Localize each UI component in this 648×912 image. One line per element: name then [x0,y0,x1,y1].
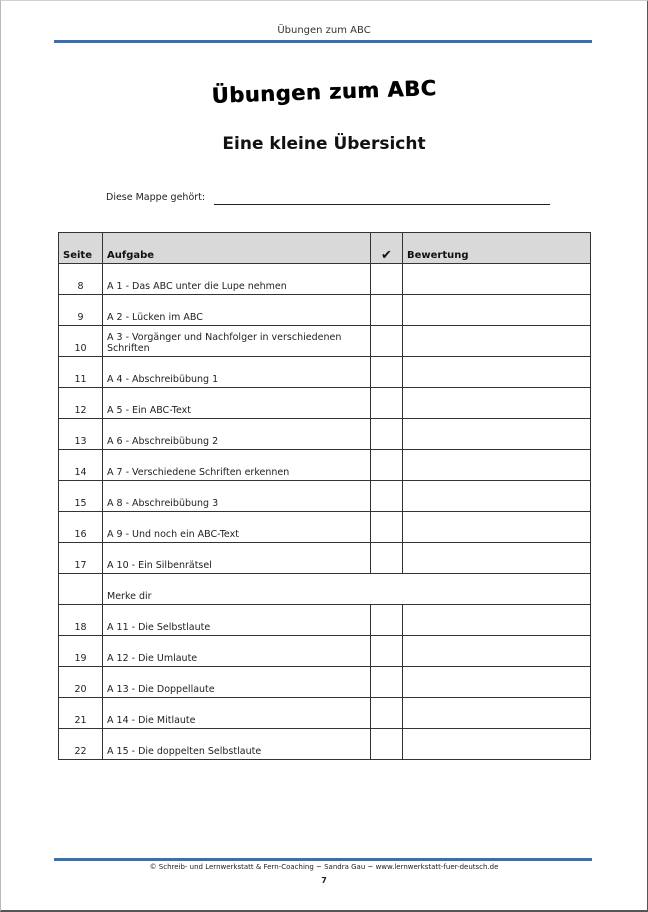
row-task: A 5 - Ein ABC-Text [103,388,371,419]
row-task: A 14 - Die Mitlaute [103,698,371,729]
row-rating-cell[interactable] [403,264,591,295]
running-header: Übungen zum ABC [277,25,371,36]
row-page: 20 [59,667,103,698]
row-page: 15 [59,481,103,512]
row-task: A 15 - Die doppelten Selbstlaute [103,729,371,760]
note-page-cell [59,574,103,605]
row-rating-cell[interactable] [403,512,591,543]
row-rating-cell[interactable] [403,419,591,450]
table-row [59,636,591,667]
row-page: 10 [59,326,103,357]
row-page: 16 [59,512,103,543]
owner-label: Diese Mappe gehört: [106,192,206,203]
row-page: 8 [59,264,103,295]
row-check-cell[interactable] [371,450,403,481]
page-number: 7 [321,876,327,885]
row-page: 12 [59,388,103,419]
row-rating-cell[interactable] [403,729,591,760]
row-check-cell[interactable] [371,388,403,419]
main-title: Übungen zum ABC [211,76,437,108]
row-check-cell[interactable] [371,357,403,388]
table-row [59,357,591,388]
row-check-cell[interactable] [371,729,403,760]
row-page: 11 [59,357,103,388]
row-page: 14 [59,450,103,481]
row-check-cell[interactable] [371,605,403,636]
header-page: Seite [59,233,103,264]
table-row [59,388,591,419]
table-row [59,543,591,574]
row-page: 19 [59,636,103,667]
row-rating-cell[interactable] [403,667,591,698]
row-rating-cell[interactable] [403,636,591,667]
row-task: A 11 - Die Selbstlaute [103,605,371,636]
row-task: A 8 - Abschreibübung 3 [103,481,371,512]
row-page: 17 [59,543,103,574]
row-check-cell[interactable] [371,698,403,729]
owner-row [106,192,550,208]
row-rating-cell[interactable] [403,450,591,481]
row-task: A 4 - Abschreibübung 1 [103,357,371,388]
header-check: ✔ [371,233,403,264]
row-check-cell[interactable] [371,481,403,512]
table-row [59,698,591,729]
table-header-row [59,233,591,264]
owner-write-line [214,204,550,205]
row-check-cell[interactable] [371,667,403,698]
row-rating-cell[interactable] [403,295,591,326]
row-check-cell[interactable] [371,326,403,357]
row-task: A 2 - Lücken im ABC [103,295,371,326]
row-check-cell[interactable] [371,264,403,295]
row-check-cell[interactable] [371,295,403,326]
row-rating-cell[interactable] [403,326,591,357]
table-row [59,295,591,326]
row-rating-cell[interactable] [403,543,591,574]
table-row [59,450,591,481]
table-row [59,729,591,760]
row-check-cell[interactable] [371,636,403,667]
row-task: A 12 - Die Umlaute [103,636,371,667]
row-check-cell[interactable] [371,512,403,543]
subtitle: Eine kleine Übersicht [222,134,426,154]
row-page: 13 [59,419,103,450]
table-row [59,326,591,357]
row-task: A 1 - Das ABC unter die Lupe nehmen [103,264,371,295]
footer-copyright: © Schreib- und Lernwerkstatt & Fern-Coaching ~ Sandra Gau ~ www.lernwerkstatt-fuer-deutsch.de [149,863,499,871]
table-row [59,512,591,543]
table-row [59,264,591,295]
row-rating-cell[interactable] [403,357,591,388]
overview-table [58,232,591,760]
row-page: 18 [59,605,103,636]
row-page: 9 [59,295,103,326]
row-task: A 3 - Vorgänger und Nachfolger in verschiedenen Schriften [103,326,371,357]
row-task: A 6 - Abschreibübung 2 [103,419,371,450]
row-page: 21 [59,698,103,729]
header-task: Aufgabe [103,233,371,264]
row-page: 22 [59,729,103,760]
row-task: A 9 - Und noch ein ABC-Text [103,512,371,543]
row-rating-cell[interactable] [403,481,591,512]
row-rating-cell[interactable] [403,388,591,419]
table-row [59,481,591,512]
table-row [59,605,591,636]
row-task: A 13 - Die Doppellaute [103,667,371,698]
table-row [59,667,591,698]
header-rule [54,40,592,43]
note-row [59,574,591,605]
table-row [59,419,591,450]
row-rating-cell[interactable] [403,605,591,636]
row-rating-cell[interactable] [403,698,591,729]
row-task: A 7 - Verschiedene Schriften erkennen [103,450,371,481]
row-check-cell[interactable] [371,419,403,450]
row-task: A 10 - Ein Silbenrätsel [103,543,371,574]
note-text: Merke dir [103,574,591,605]
header-rating: Bewertung [403,233,591,264]
row-check-cell[interactable] [371,543,403,574]
footer-rule [54,858,592,861]
